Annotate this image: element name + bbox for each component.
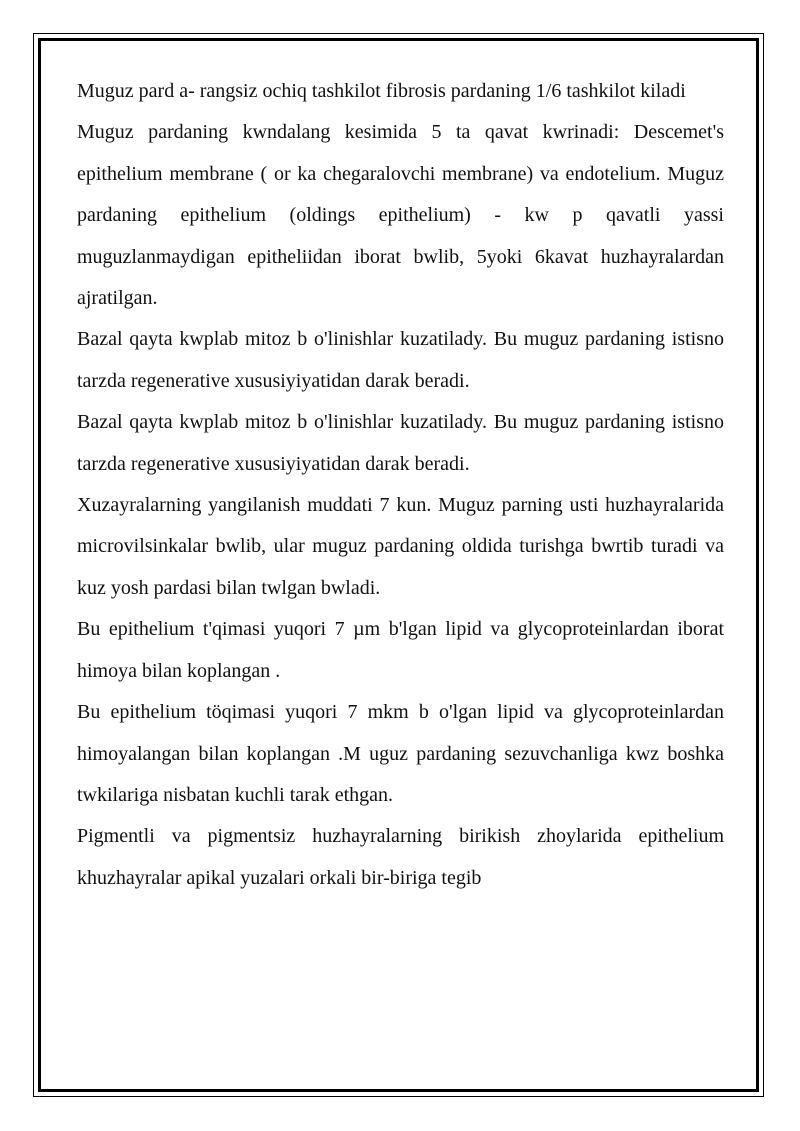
paragraph: Bazal qayta kwplab mitoz b o'linishlar kuzatilady. Bu muguz pardaning istisno tarzda regenerative xususiyiyatidan darak beradi. — [77, 411, 724, 475]
document-body — [77, 71, 724, 1051]
paragraph: Xuzayralarning yangilanish muddati 7 kun. Muguz parning usti huzhayralarida microvilsinkalar bwlib, ular muguz pardaning oldida turishga bwrtib turadi va kuz yosh pardasi bilan twlgan bwladi. — [77, 494, 724, 599]
paragraph: Pigmentli va pigmentsiz huzhayralarning birikish zhoylarida epithelium khuzhayralar apikal yuzalari orkali bir-biriga tegib — [77, 825, 724, 889]
paragraph: Muguz pard a- rangsiz ochiq tashkilot fibrosis pardaning 1/6 tashkilot kiladi — [77, 80, 686, 102]
paragraph: Bazal qayta kwplab mitoz b o'linishlar kuzatilady. Bu muguz pardaning istisno tarzda regenerative xususiyiyatidan darak beradi. — [77, 328, 724, 392]
paragraph: Bu epithelium töqimasi yuqori 7 mkm b o'lgan lipid va glycoproteinlardan himoyalangan bilan koplangan .M uguz pardaning sezuvchanliga kwz boshka twkilariga nisbatan kuchli tarak ethgan. — [77, 701, 724, 806]
paragraph: Muguz pardaning kwndalang kesimida 5 ta qavat kwrinadi: Descemet's epithelium membrane ( or ka chegaralovchi membrane) va endotelium. Muguz pardaning epithelium (oldings epithelium) - kw p qavatli yassi muguzlanmaydigan epitheliidan iborat bwlib, 5yoki 6kavat huzhayralardan ajratilgan. — [77, 121, 724, 310]
paragraph: Bu epithelium t'qimasi yuqori 7 µm b'lgan lipid va glycoproteinlardan iborat himoya bilan koplangan . — [77, 618, 724, 682]
